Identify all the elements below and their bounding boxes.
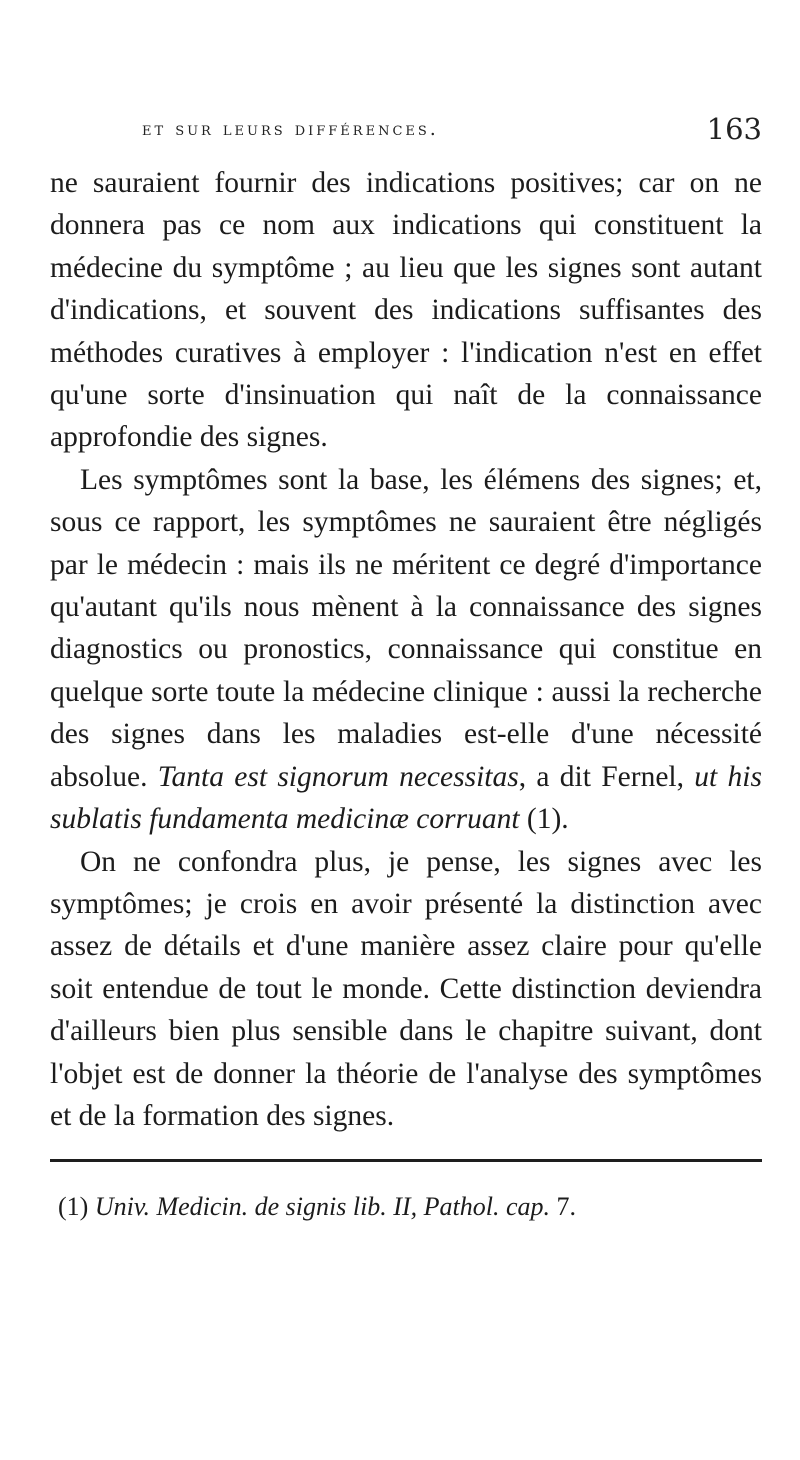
footnote-reference: (1).	[519, 803, 569, 836]
book-page	[50, 112, 762, 1224]
latin-quote-1: Tanta est signorum necessitas	[157, 760, 519, 793]
paragraph-3: On ne confondra plus, je pense, les signes avec les symptômes; je crois en avoir présenté la distinction avec assez de détails et d'une manière assez claire pour qu'elle soit entendue de tout le monde. Cette distinction deviendra d'ailleurs bien plus sensible dans le chapitre suivant, dont l'objet est de donner la théorie de l'analyse des symptômes et de la formation des signes.	[50, 845, 762, 1132]
paragraph-2	[50, 459, 762, 841]
body-text	[50, 162, 762, 1137]
footnote-marker: (1)	[58, 1192, 89, 1222]
footnote	[50, 1190, 762, 1224]
paragraph-2-text: Les symptômes sont la base, les élémens des signes; et, sous ce rapport, les symptômes ne sauraient être négligés par le médecin : mais ils ne méritent ce degré d'importance qu'autant qu'ils nous mènent à la connaissance des signes diagnostics ou pronostics, connaissance qui constitue en quelque sorte toute la médecine clinique : aussi la recherche des signes dans les maladies est-elle d'une nécessité absolue.	[50, 463, 762, 793]
footnote-divider	[50, 1159, 762, 1162]
paragraph-2-middle: , a dit Fernel,	[518, 760, 695, 793]
footnote-citation: Univ. Medicin. de signis lib. II, Pathol. cap.	[94, 1192, 550, 1222]
latin-quote-2: ut his sublatis fundamenta medicinæ corruant	[50, 760, 762, 836]
paragraph-1: ne sauraient fournir des indications positives; car on ne donnera pas ce nom aux indications qui constituent la médecine du symptôme ; au lieu que les signes sont autant d'indications, et souvent des indications suffisantes des méthodes curatives à employer : l'indication n'est en effet qu'une sorte d'insinuation qui naît de la connaissance approfondie des signes.	[50, 167, 762, 454]
running-title: et sur leurs différences.	[142, 118, 439, 140]
footnote-chapter: 7.	[549, 1192, 576, 1222]
page-number: 163	[706, 112, 762, 146]
running-head	[50, 112, 762, 162]
